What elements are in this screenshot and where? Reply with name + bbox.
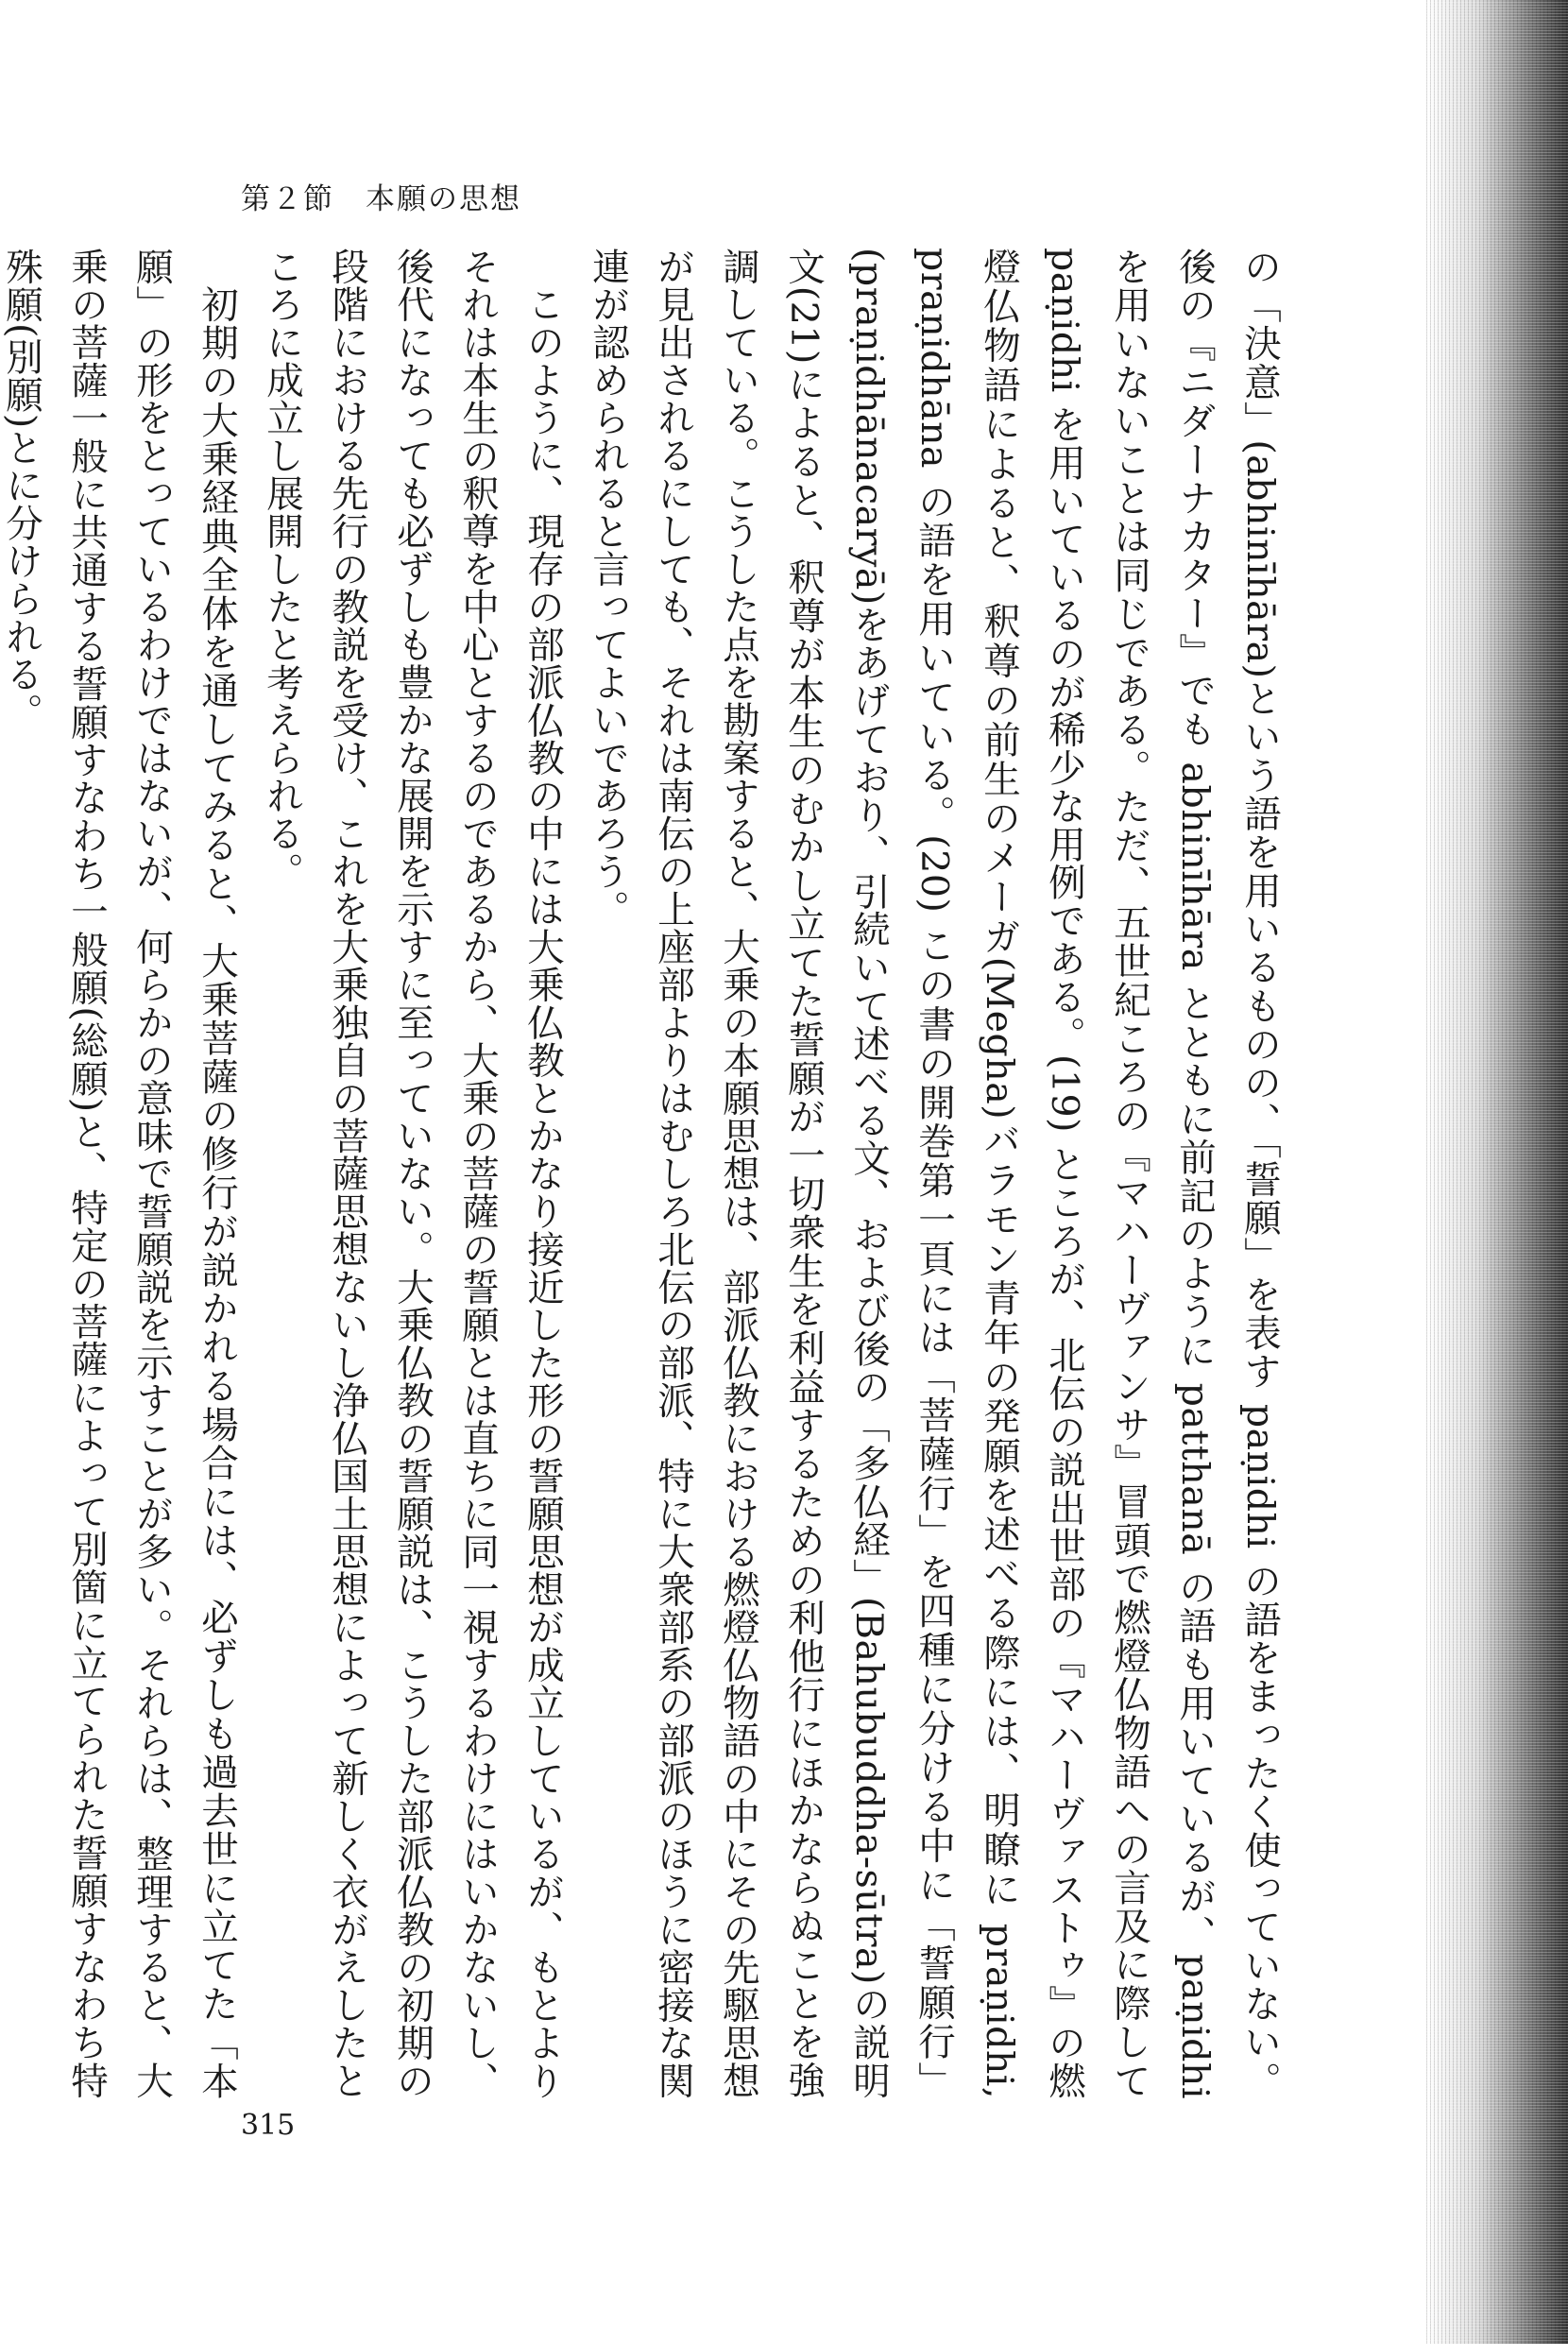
scanned-page-edge-shadow: [1426, 0, 1568, 2344]
running-head: 第２節 本願の思想: [241, 182, 521, 216]
page-number: 315: [241, 2109, 296, 2142]
body-text: [0, 248, 1292, 2100]
paragraph-2: このように、現存の部派仏教の中には大乗仏教とかなり接近した形の誓願思想が成立しているが、もとよりそれは本生の釈尊を中心とするのであるから、大乗の菩薩の誓願とは直ちに同一視するわけにはいかないし、後代になっても必ずしも豊かな展開を示すに至っていない。大乗仏教の誓願説は、こうした部派仏教の初期の段階における先行の教説を受け、これを大乗独自の菩薩思想ないし浄仏国土思想によって新しく衣がえしたところに成立し展開したと考えられる。: [261, 248, 565, 2099]
paragraph-1: の「決意」(abhinīhāra)という語を用いるものの、「誓願」を表す paṇidhi の語をまったく使っていない。後の『ニダーナカター』でも abhinīhāra とともに前記のように patthanā の語も用いているが、paṇidhi を用いないことは同じである。ただ、五世紀ころの『マハーヴァンサ』冒頭で燃燈仏物語への言及に際して paṇidhi を用いているのが稀少な用例である。(19) ところが、北伝の説出世部の『マハーヴァストゥ』の燃燈仏物語によると、釈尊の前生のメーガ(Megha)バラモン青年の発願を述べる際には、明瞭に praṇidhi, praṇidhāna の語を用いている。(20) この書の開巻第一頁には「菩薩行」を四種に分ける中に「誓願行」(praṇidhānacaryā)をあげており、引続いて述べる文、および後の「多仏経」(Bahubuddha-sūtra)の説明文(21)によると、釈尊が本生のむかし立てた誓願が一切衆生を利益するための利他行にほかならぬことを強調している。こうした点を勘案すると、大乗の本願思想は、部派仏教における燃燈仏物語の中にその先駆思想が見出されるにしても、それは南伝の上座部よりはむしろ北伝の部派、特に大衆部系の部派のほうに密接な関連が認められると言ってよいであろう。: [587, 248, 1282, 2100]
paragraph-3: 初期の大乗経典全体を通してみると、大乗菩薩の修行が説かれる場合には、必ずしも過去世に立てた「本願」の形をとっているわけではないが、何らかの意味で誓願説を示すことが多い。それらは、整理すると、大乗の菩薩一般に共通する誓願すなわち一般願(総願)と、特定の菩薩によって別箇に立てられた誓願すなわち特殊願(別願)とに分けられる。: [0, 248, 239, 2099]
